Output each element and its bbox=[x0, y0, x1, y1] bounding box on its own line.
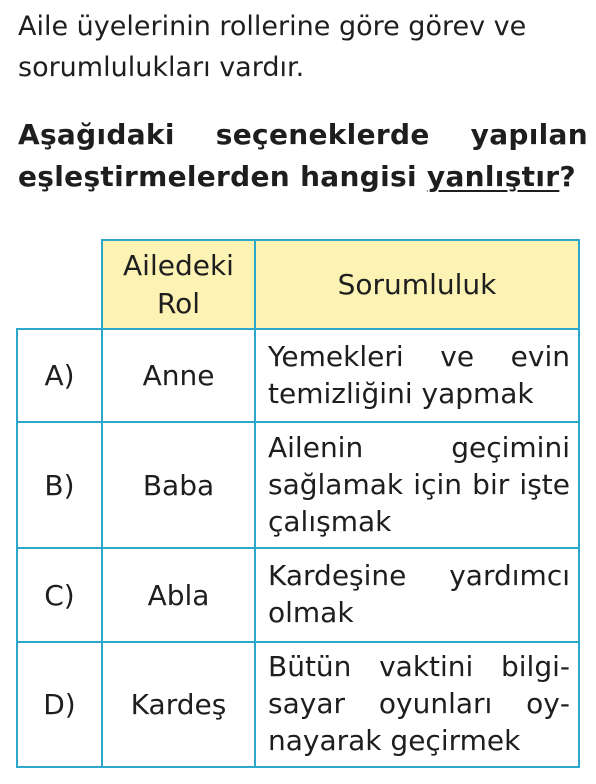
intro-text: Aile üyelerinin rollerine göre görev ve sorumlulukları vardır. bbox=[18, 11, 527, 83]
header-role: Ailedeki Rol bbox=[102, 240, 255, 329]
blank-corner bbox=[17, 240, 102, 329]
option-role: Kardeş bbox=[102, 642, 255, 767]
option-responsibility: Yemekleri ve evin temizliğini yapmak bbox=[255, 329, 579, 422]
table-row bbox=[17, 329, 579, 422]
option-letter: D) bbox=[17, 642, 102, 767]
option-letter: B) bbox=[17, 422, 102, 548]
header-row bbox=[17, 240, 579, 329]
table-row bbox=[17, 642, 579, 767]
option-responsibility: Bütün vaktini bilgisayar oyunları oynayarak geçirmek bbox=[255, 642, 579, 767]
header-responsibility: Sorumluluk bbox=[255, 240, 579, 329]
option-responsibility: Kardeşine yardımcı olmak bbox=[255, 548, 579, 642]
option-letter: A) bbox=[17, 329, 102, 422]
option-letter: C) bbox=[17, 548, 102, 642]
option-role: Baba bbox=[102, 422, 255, 548]
option-responsibility: Ailenin geçimini sağlamak için bir işte çalışmak bbox=[255, 422, 579, 548]
question-mark: ? bbox=[559, 160, 576, 193]
options-table bbox=[16, 239, 580, 768]
table-row bbox=[17, 422, 579, 548]
question-text bbox=[18, 114, 588, 198]
question-main: Aşağıdaki seçeneklerde yapılan eşleştirmelerden hangisi bbox=[18, 118, 588, 193]
option-role: Abla bbox=[102, 548, 255, 642]
question-emphasis: yanlıştır bbox=[426, 160, 560, 193]
option-role: Anne bbox=[102, 329, 255, 422]
table-row bbox=[17, 548, 579, 642]
